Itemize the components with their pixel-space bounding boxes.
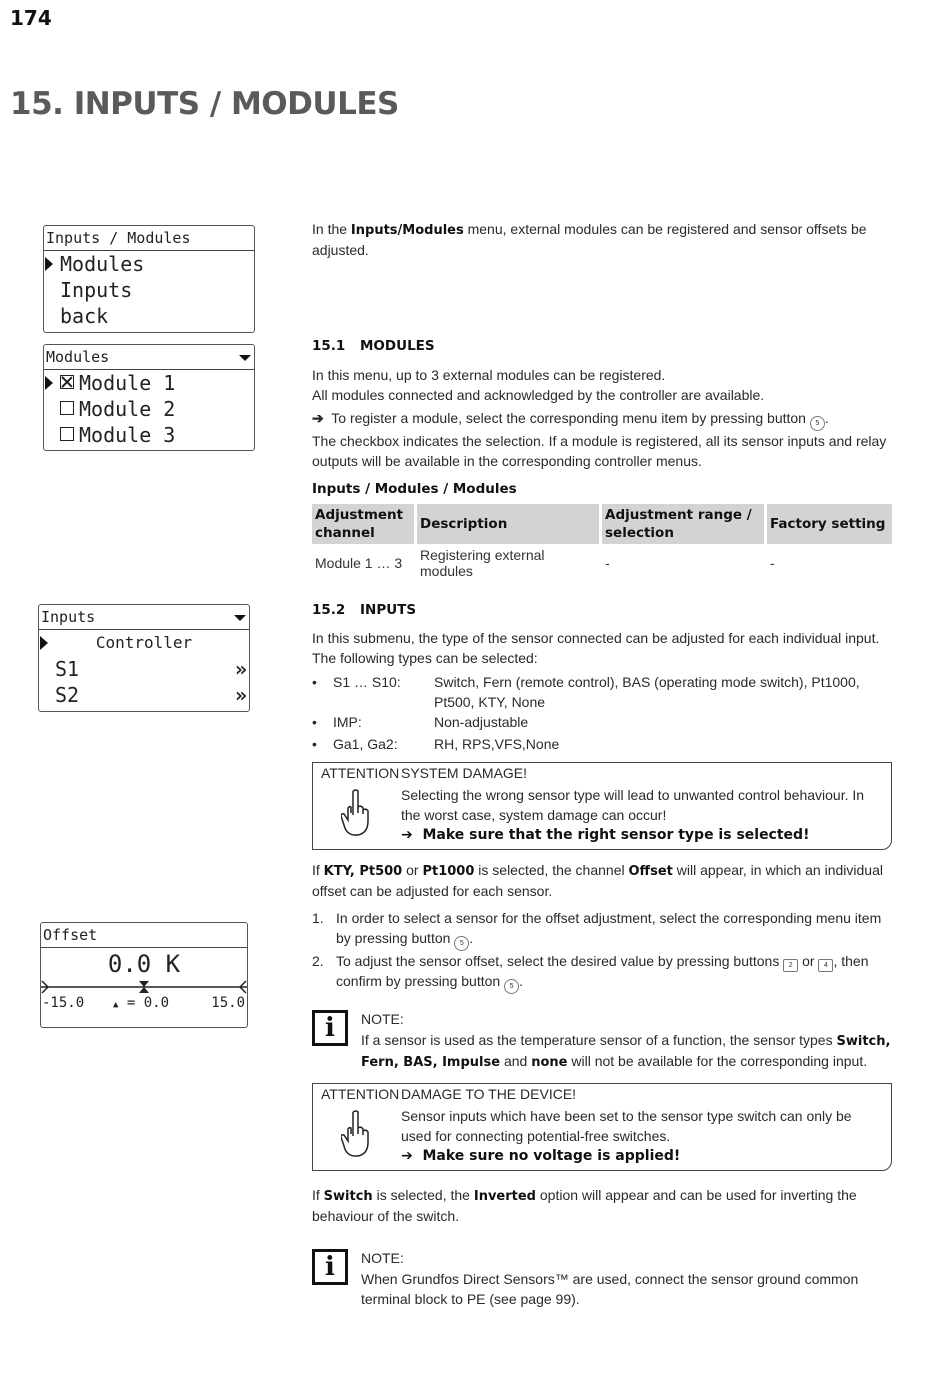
selection-arrow-icon xyxy=(45,257,53,271)
attention-body: Sensor inputs which have been set to the sensor type switch can only be used for connecting potential-free switches. xyxy=(401,1108,852,1144)
page-number: 174 xyxy=(10,6,52,30)
table-cell: - xyxy=(770,555,775,571)
offset-value: 0.0 K xyxy=(107,950,181,978)
modules-paragraph-2: The checkbox indicates the selection. If a module is registered, all its sensor inputs and relay outputs will be available in the corresponding controller menus. xyxy=(312,433,887,469)
attention-action: ➔ Make sure that the right sensor type is selected! xyxy=(401,827,810,843)
attention-label: ATTENTION xyxy=(321,765,400,781)
dropdown-icon xyxy=(234,615,246,621)
lcd-sub-header: Controller xyxy=(39,630,249,656)
attention-body: Selecting the wrong sensor type will lead to unwanted control behaviour. In the worst case, system damage can occur! xyxy=(401,787,865,823)
lcd-title: Modules xyxy=(44,345,254,370)
attention-heading: DAMAGE TO THE DEVICE! xyxy=(401,1086,577,1102)
step-number: 2. xyxy=(312,953,324,969)
table-header-row xyxy=(312,504,892,544)
unchecked-box-icon xyxy=(60,401,74,415)
inputs-paragraph: In this submenu, the type of the sensor connected can be adjusted for each individual input. The following types can be selected: xyxy=(312,630,880,666)
lcd-input-item: S2 » xyxy=(55,683,247,707)
step-number: 1. xyxy=(312,910,324,926)
attention-box-system-damage xyxy=(312,762,892,850)
type-value: Non-adjustable xyxy=(434,714,529,730)
type-key: IMP: xyxy=(333,714,362,730)
dropdown-icon xyxy=(239,355,251,361)
lcd-checkbox-item: Module 3 xyxy=(44,422,254,448)
lcd-title: Offset xyxy=(41,923,247,948)
offset-paragraph: If KTY, Pt500 or Pt1000 is selected, the channel Offset will appear, in which an individual offset can be adjusted for each sensor. xyxy=(312,862,883,899)
step-text: To adjust the sensor offset, select the desired value by pressing buttons 2 or 4 , then confirm by pressing button 5 . xyxy=(336,952,892,994)
unchecked-box-icon xyxy=(60,427,74,441)
table-header-cell: Adjustment range / selection xyxy=(602,504,764,544)
modules-table xyxy=(309,504,895,582)
info-icon: i xyxy=(312,1010,348,1046)
plus-button-icon: 4 xyxy=(818,959,833,972)
section-heading-modules: 15.1 MODULES xyxy=(312,338,435,354)
attention-heading: SYSTEM DAMAGE! xyxy=(401,765,528,781)
arrow-right-icon: ➔ xyxy=(401,827,413,843)
selection-arrow-icon xyxy=(45,376,53,390)
step-text: In order to select a sensor for the offset adjustment, select the corresponding menu item by pressing button 5 . xyxy=(336,909,892,951)
table-row xyxy=(312,544,892,582)
lcd-title: Inputs / Modules xyxy=(44,226,254,251)
lcd-inputs xyxy=(38,604,250,712)
offset-min: -15.0 xyxy=(42,995,85,1011)
attention-action: ➔ Make sure no voltage is applied! xyxy=(401,1148,681,1164)
table-cell: - xyxy=(605,555,610,571)
lcd-checkbox-item: Module 1 xyxy=(44,370,254,396)
minus-button-icon: 2 xyxy=(783,959,798,972)
table-header-cell: Factory setting xyxy=(767,504,892,544)
table-cell: Registering external modules xyxy=(420,547,545,579)
type-key: Ga1, Ga2: xyxy=(333,736,398,752)
type-value: Switch, Fern (remote control), BAS (operating mode switch), Pt1000, Pt500, KTY, None xyxy=(434,674,860,710)
note-label: NOTE: xyxy=(361,1011,404,1027)
section-heading-inputs: 15.2 INPUTS xyxy=(312,602,417,618)
table-caption: Inputs / Modules / Modules xyxy=(312,481,517,497)
type-key: S1 … S10: xyxy=(333,674,401,690)
lcd-title: Inputs xyxy=(39,605,249,630)
arrow-right-icon: ➔ xyxy=(401,1148,413,1164)
ok-button-icon: 5 xyxy=(810,416,825,431)
ok-button-icon: 5 xyxy=(454,936,469,951)
arrow-right-icon: ➔ xyxy=(312,410,324,426)
checked-box-icon xyxy=(60,375,74,389)
offset-max: 15.0 xyxy=(211,995,245,1011)
attention-label: ATTENTION xyxy=(321,1086,400,1102)
lcd-input-item: S1 » xyxy=(55,657,247,681)
offset-current: ▲ = 0.0 xyxy=(113,995,170,1011)
modules-paragraph: In this menu, up to 3 external modules can be registered. All modules connected and acknowledged by the controller are available. xyxy=(312,367,765,403)
note-text: When Grundfos Direct Sensors™ are used, connect the sensor ground common terminal block to PE (see page 99). xyxy=(361,1271,859,1307)
attention-box-device-damage xyxy=(312,1083,892,1171)
type-list-item: • xyxy=(312,714,317,730)
lcd-menu-item: back xyxy=(60,304,109,328)
table-header-cell: Adjustment channel xyxy=(312,504,414,544)
double-chevron-icon: » xyxy=(234,683,247,707)
selection-arrow-icon xyxy=(40,636,48,650)
chapter-title: 15. INPUTS / MODULES xyxy=(10,86,399,122)
intro-paragraph: In the Inputs/Modules menu, external modules can be registered and sensor offsets be adjusted. xyxy=(312,221,867,258)
info-icon: i xyxy=(312,1249,348,1285)
type-list-item: • xyxy=(312,674,317,690)
lcd-checkbox-item: Module 2 xyxy=(44,396,254,422)
type-value: RH, RPS,VFS,None xyxy=(434,736,560,752)
lcd-menu-item: Inputs xyxy=(60,278,133,302)
double-chevron-icon: » xyxy=(234,657,247,681)
table-header-cell: Description xyxy=(417,504,599,544)
modules-step: ➔ To register a module, select the corresponding menu item by pressing button 5 . xyxy=(312,409,892,431)
pointing-hand-icon xyxy=(341,1110,371,1158)
lcd-modules xyxy=(43,344,255,451)
lcd-menu-item: Modules xyxy=(44,251,254,277)
pointing-hand-icon xyxy=(341,789,371,837)
lcd-offset xyxy=(40,922,248,1028)
table-cell: Module 1 … 3 xyxy=(315,555,403,571)
note-text: If a sensor is used as the temperature sensor of a function, the sensor types Switch, Fern, BAS, Impulse and none will not be available for the corresponding input. xyxy=(361,1032,891,1070)
ok-button-icon: 5 xyxy=(504,979,519,994)
type-list-item: • xyxy=(312,736,317,752)
lcd-inputs-modules xyxy=(43,225,255,333)
note-label: NOTE: xyxy=(361,1250,404,1266)
switch-paragraph: If Switch is selected, the Inverted option will appear and can be used for inverting the behaviour of the switch. xyxy=(312,1187,857,1224)
